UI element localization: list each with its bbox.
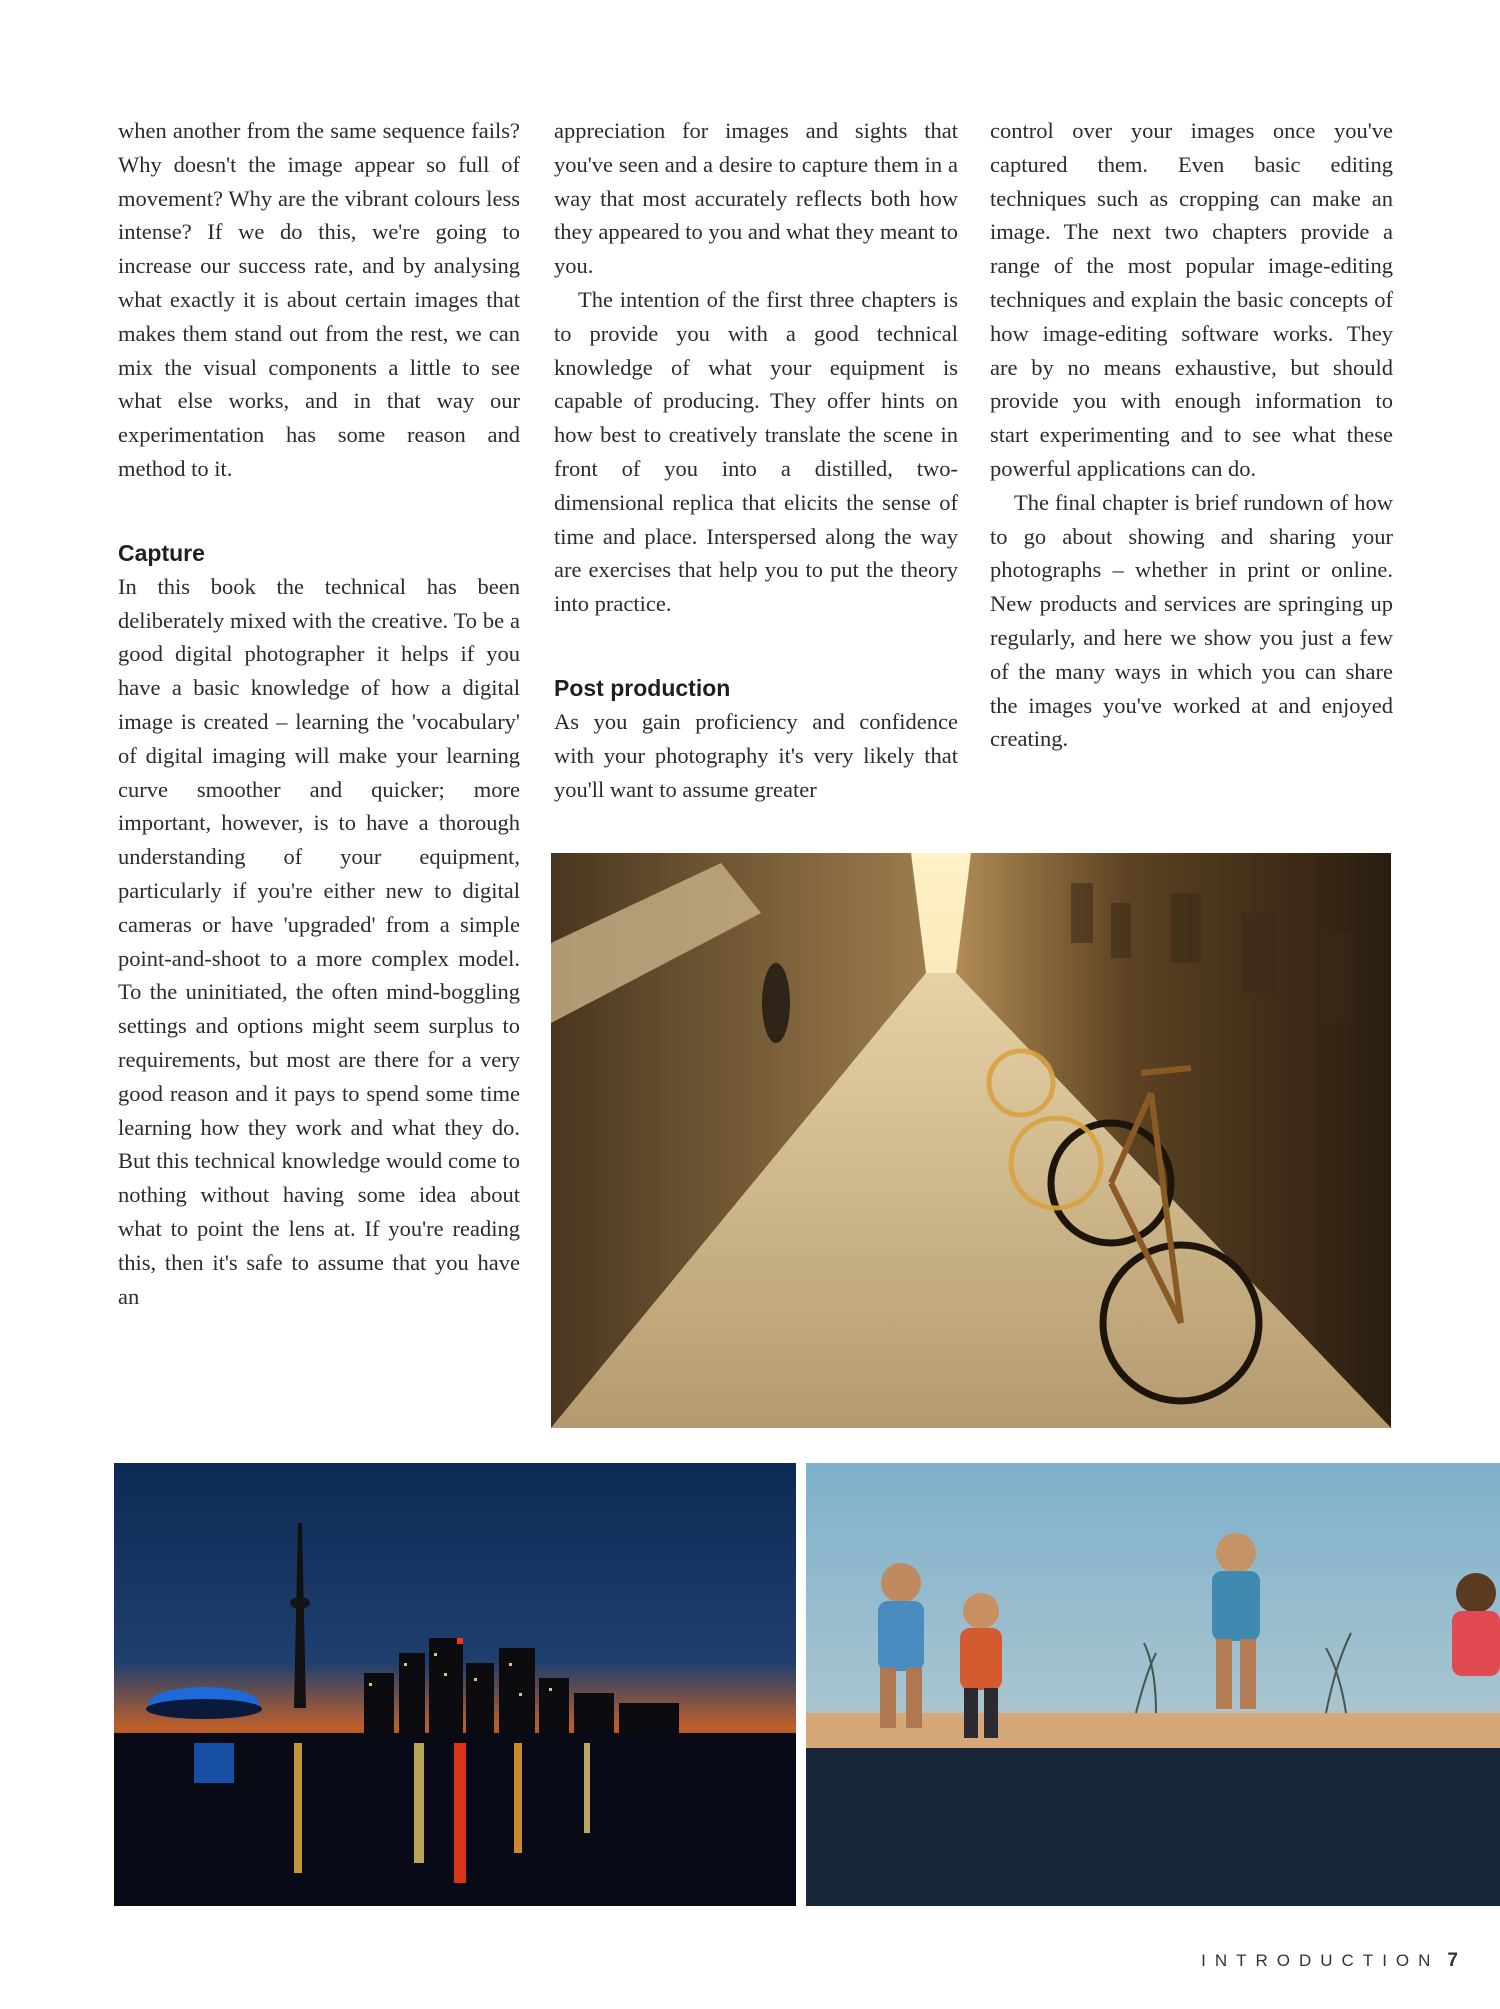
- body-paragraph: when another from the same sequence fails? Why doesn't the image appear so full of movement? Why are the vibrant colours less intense? If we do this, we're going to increase our success rate, and by analysing what exactly it is about certain images that makes them stand out from the rest, we can mix the visual components a little to see what else works, and in that way our experimentation has some reason and method to it.: [118, 118, 520, 481]
- children-beach-photo: [806, 1463, 1500, 1906]
- text-column-1: [118, 114, 520, 1313]
- text-column-3: [990, 114, 1393, 756]
- page-footer: [1201, 1950, 1458, 1972]
- body-paragraph: control over your images once you've captured them. Even basic editing techniques such as cropping can make an image. The next two chapters provide a range of the most popular image-editing techniques and explain the basic concepts of how image-editing software works. They are by no means exhaustive, but should provide you with enough information to start experimenting and to see what these powerful applications can do.: [990, 118, 1393, 481]
- section-label: INTRODUCTION: [1201, 1951, 1440, 1970]
- body-paragraph: appreciation for images and sights that you've seen and a desire to capture them in a way that most accurately reflects both how they appeared to you and what they meant to you.: [554, 118, 958, 279]
- city-skyline-photo: [114, 1463, 796, 1906]
- body-paragraph: As you gain proficiency and confidence with your photography it's very likely that you'll want to assume greater: [554, 708, 958, 802]
- city-skyline-image: [114, 1463, 796, 1906]
- section-heading-post-production: Post production: [554, 674, 731, 701]
- body-paragraph: In this book the technical has been deliberately mixed with the creative. To be a good digital photographer it helps if you have a basic knowledge of how a digital image is created – learning the 'vocabulary' of digital imaging will make your learning curve smoother and quicker; more important, however, is to have a thorough understanding of your equipment, particularly if you're either new to digital cameras or have 'upgraded' from a simple point-and-shoot to a more complex model. To the uninitiated, the often mind-boggling settings and options might seem surplus to requirements, but most are there for a very good reason and it pays to spend some time learning how they work and what they do. But this technical knowledge would come to nothing without having some idea about what to point the lens at. If you're reading this, then it's safe to assume that you have an: [118, 573, 520, 1309]
- street-bicycle-photo: [551, 853, 1391, 1428]
- section-heading-capture: Capture: [118, 539, 205, 566]
- body-paragraph: The final chapter is brief rundown of how to go about showing and sharing your photographs – whether in print or online. New products and services are springing up regularly, and here we show you just a few of the many ways in which you can share the images you've worked at and enjoyed creating.: [990, 489, 1393, 752]
- body-paragraph: The intention of the first three chapters is to provide you with a good technical knowledge of what your equipment is capable of producing. They offer hints on how best to creatively translate the scene in front of you into a distilled, two-dimensional replica that elicits the sense of time and place. Interspersed along the way are exercises that help you to put the theory into practice.: [554, 286, 958, 617]
- text-column-2: [554, 114, 958, 806]
- street-bicycle-image: [551, 853, 1391, 1428]
- page-number: 7: [1447, 1950, 1458, 1971]
- children-beach-image: [806, 1463, 1500, 1906]
